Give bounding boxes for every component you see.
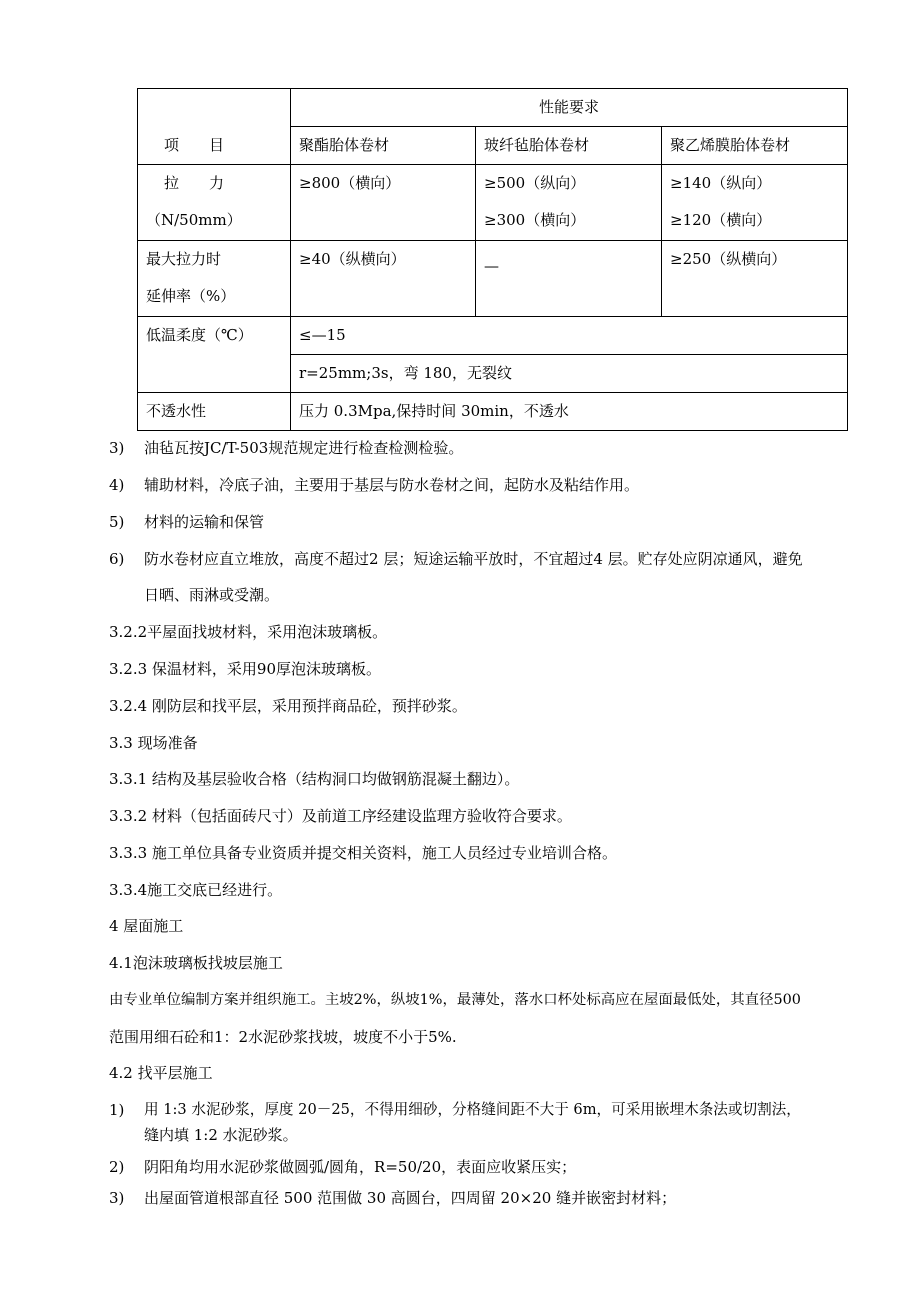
paragraph: 由专业单位编制方案并组织施工。主坡2%，纵坡1%，最薄处，落水口杯处标高应在屋面最低处，其直径500	[109, 992, 801, 1008]
paragraph: 3.2.3 保温材料，采用90厚泡沫玻璃板。	[109, 660, 382, 678]
section-heading: 4.1泡沫玻璃板找坡层施工	[109, 954, 283, 972]
column-header: 聚酯胎体卷材	[291, 127, 476, 165]
table-cell: ≥140（纵向） ≥120（横向）	[662, 165, 848, 241]
column-header: 玻纤毡胎体卷材	[476, 127, 662, 165]
list-number: 2)	[109, 1158, 125, 1176]
list-item-continuation: 缝内填 1:2 水泥砂浆。	[144, 1126, 298, 1144]
row-label-elongation: 最大拉力时 延伸率（%）	[138, 241, 291, 317]
column-header: 聚乙烯膜胎体卷材	[662, 127, 848, 165]
section-heading: 4.2 找平层施工	[109, 1064, 213, 1082]
list-number: 3)	[109, 1189, 125, 1207]
section-heading: 4 屋面施工	[109, 917, 184, 935]
performance-header-cell	[291, 89, 848, 127]
list-number: 3)	[109, 439, 125, 457]
table-cell: ≥800（横向）	[291, 165, 476, 241]
row-label-low-temp: 低温柔度（℃）	[138, 317, 291, 393]
list-item-text: 辅助材料，冷底子油，主要用于基层与防水卷材之间，起防水及粘结作用。	[144, 476, 640, 494]
table-cell: ≥500（纵向） ≥300（横向）	[476, 165, 662, 241]
table-cell: ≥250（纵横向）	[662, 241, 848, 317]
paragraph: 3.3.2 材料（包括面砖尺寸）及前道工序经建设监理方验收符合要求。	[109, 807, 572, 825]
paragraph: 3.2.4 刚防层和找平层，采用预拌商品砼，预拌砂浆。	[109, 697, 467, 715]
paragraph: 范围用细石砼和1：2水泥砂浆找坡，坡度不小于5%.	[109, 1028, 457, 1046]
list-item-text: 油毡瓦按JC/T-503规范规定进行检查检测检验。	[144, 439, 464, 457]
list-number: 6)	[109, 550, 125, 568]
paragraph: 3.3.1 结构及基层验收合格（结构洞口均做钢筋混凝土翻边）。	[109, 770, 520, 788]
list-item-text: 材料的运输和保管	[144, 513, 265, 531]
impermeable-value: 压力 0.3Mpa,保持时间 30min，不透水	[291, 393, 848, 431]
paragraph: 3.3.3 施工单位具备专业资质并提交相关资料，施工人员经过专业培训合格。	[109, 844, 617, 862]
list-item-text: 防水卷材应直立堆放，高度不超过2 层；短途运输平放时，不宜超过4 层。贮存处应阴凉通风，避免	[144, 550, 803, 568]
list-number: 5)	[109, 513, 125, 531]
low-temp-condition: r=25mm;3s，弯 180，无裂纹	[291, 355, 848, 393]
table-cell: ≥40（纵横向）	[291, 241, 476, 317]
performance-header: 性能要求	[538, 98, 599, 116]
list-number: 4)	[109, 476, 125, 494]
list-item-text: 出屋面管道根部直径 500 范围做 30 高圆台，四周留 20×20 缝并嵌密封材料；	[144, 1189, 677, 1207]
performance-table	[137, 88, 848, 431]
section-heading: 3.3 现场准备	[109, 734, 198, 752]
low-temp-value: ≤—15	[291, 317, 848, 355]
list-item-text: 用 1:3 水泥砂浆，厚度 20－25，不得用细砂，分格缝间距不大于 6m，可采用嵌埋木条法或切割法，	[144, 1101, 801, 1118]
item-header-cell	[138, 89, 291, 165]
list-item-continuation: 日晒、雨淋或受潮。	[144, 586, 280, 604]
paragraph: 3.2.2平屋面找坡材料，采用泡沫玻璃板。	[109, 623, 388, 641]
row-label-tensile: 拉 力 （N/50mm）	[138, 165, 291, 241]
paragraph: 3.3.4施工交底已经进行。	[109, 881, 283, 899]
list-item-text: 阴阳角均用水泥砂浆做圆弧/圆角，R=50/20，表面应收紧压实；	[144, 1158, 577, 1176]
row-label-impermeable: 不透水性	[138, 393, 291, 431]
list-number: 1)	[109, 1101, 125, 1119]
table-cell: —	[476, 241, 662, 317]
item-header: 项 目	[164, 136, 225, 154]
